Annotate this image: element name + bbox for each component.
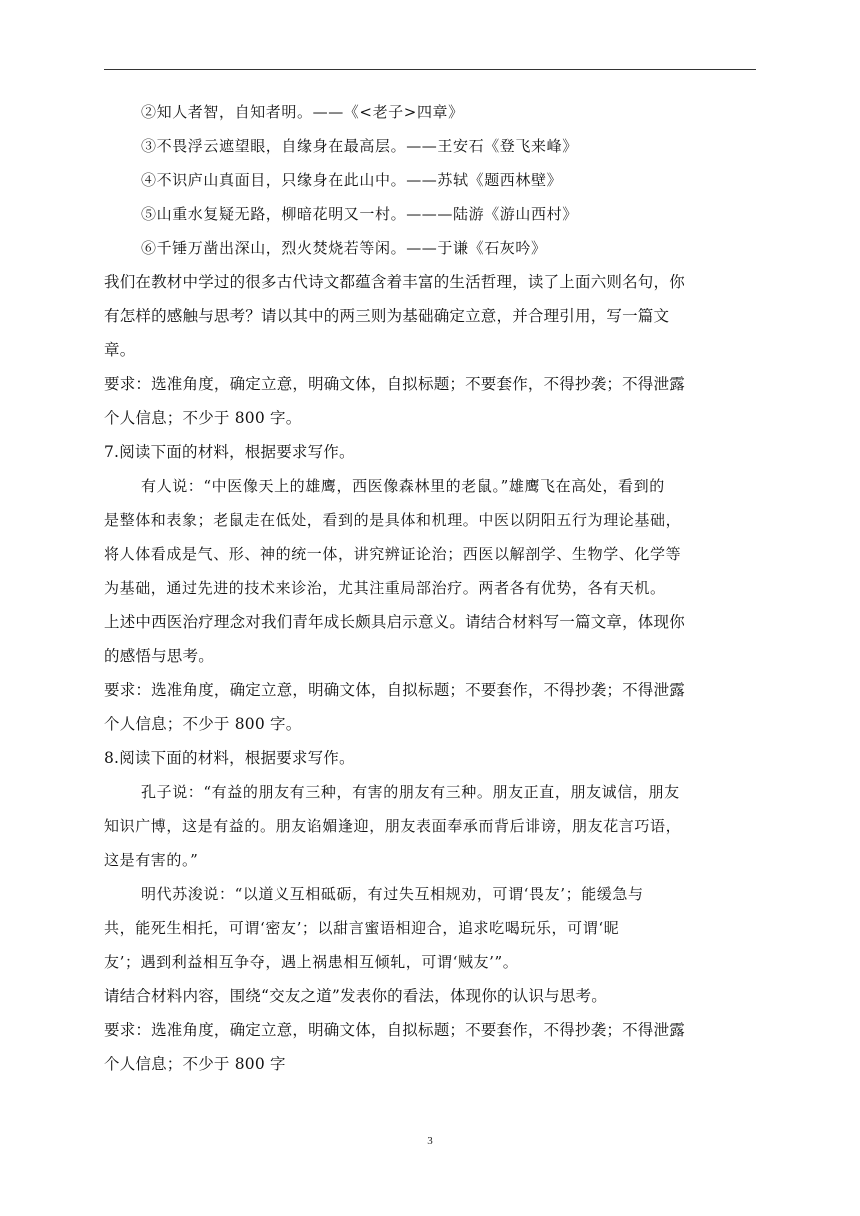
quote-5: ⑤山重水复疑无路，柳暗花明又一村。———陆游《游山西村》 (141, 205, 578, 223)
q6-requirement-line: 要求：选准角度，确定立意，明确文体，自拟标题；不要套作，不得抄袭；不得泄露 (104, 375, 685, 393)
q7-prompt-line: 的感悟与思考。 (104, 647, 214, 665)
quote-4: ④不识庐山真面目，只缘身在此山中。——苏轼《题西林壁》 (141, 171, 563, 189)
q8-material-line: 孔子说：“有益的朋友有三种，有害的朋友有三种。朋友正直，朋友诚信，朋友 (141, 783, 680, 801)
quote-2: ②知人者智，自知者明。——《<老子>四章》 (141, 103, 464, 121)
q7-material-line: 是整体和表象；老鼠走在低处，看到的是具体和机理。中医以阴阳五行为理论基础， (104, 511, 682, 529)
quote-3: ③不畏浮云遮望眼，自缘身在最高层。——王安石《登飞来峰》 (141, 137, 578, 155)
q6-requirement-line: 个人信息；不少于 800 字。 (104, 409, 302, 427)
q8-prompt-line: 请结合材料内容，围绕“交友之道”发表你的看法，体现你的认识与思考。 (104, 987, 607, 1005)
q8-material-line: 明代苏浚说：“以道义互相砥砺，有过失互相规劝，可谓‘畏友’；能缓急与 (141, 885, 644, 903)
question-8-heading: 8.阅读下面的材料，根据要求写作。 (104, 749, 355, 767)
q6-prompt-line: 章。 (104, 341, 136, 359)
document-body (104, 95, 756, 1081)
q8-requirement-line: 要求：选准角度，确定立意，明确文体，自拟标题；不要套作，不得抄袭；不得泄露 (104, 1021, 685, 1039)
q8-material-line: 友’；遇到利益相互争夺，遇上祸患相互倾轧，可谓‘贼友’”。 (104, 953, 519, 971)
q6-prompt-line: 有怎样的感触与思考？请以其中的两三则为基础确定立意，并合理引用，写一篇文 (104, 307, 670, 325)
q7-material-line: 为基础，通过先进的技术来诊治，尤其注重局部治疗。两者各有优势，各有天机。 (104, 579, 666, 597)
q8-requirement-line: 个人信息；不少于 800 字 (104, 1055, 286, 1073)
quote-6: ⑥千锤万凿出深山，烈火焚烧若等闲。——于谦《石灰吟》 (141, 239, 547, 257)
q7-requirement-line: 要求：选准角度，确定立意，明确文体，自拟标题；不要套作，不得抄袭；不得泄露 (104, 681, 685, 699)
q7-material-line: 将人体看成是气、形、神的统一体，讲究辨证论治；西医以解剖学、生物学、化学等 (104, 545, 682, 563)
page-number: 3 (427, 1135, 433, 1147)
q8-material-line: 知识广博，这是有益的。朋友谄媚逢迎，朋友表面奉承而背后诽谤，朋友花言巧语， (104, 817, 682, 835)
q7-material-line: 有人说：“中医像天上的雄鹰，西医像森林里的老鼠。”雄鹰飞在高处，看到的 (141, 477, 665, 495)
q8-material-line: 共，能死生相托，可谓‘密友’；以甜言蜜语相迎合，追求吃喝玩乐，可谓‘昵 (104, 919, 620, 937)
header-rule (104, 69, 756, 70)
q6-prompt-line: 我们在教材中学过的很多古代诗文都蕴含着丰富的生活哲理，读了上面六则名句，你 (104, 273, 685, 291)
q7-requirement-line: 个人信息；不少于 800 字。 (104, 715, 302, 733)
q8-material-line: 这是有害的。” (104, 851, 199, 869)
q7-prompt-line: 上述中西医治疗理念对我们青年成长颇具启示意义。请结合材料写一篇文章，体现你 (104, 613, 685, 631)
question-7-heading: 7.阅读下面的材料，根据要求写作。 (104, 443, 355, 461)
